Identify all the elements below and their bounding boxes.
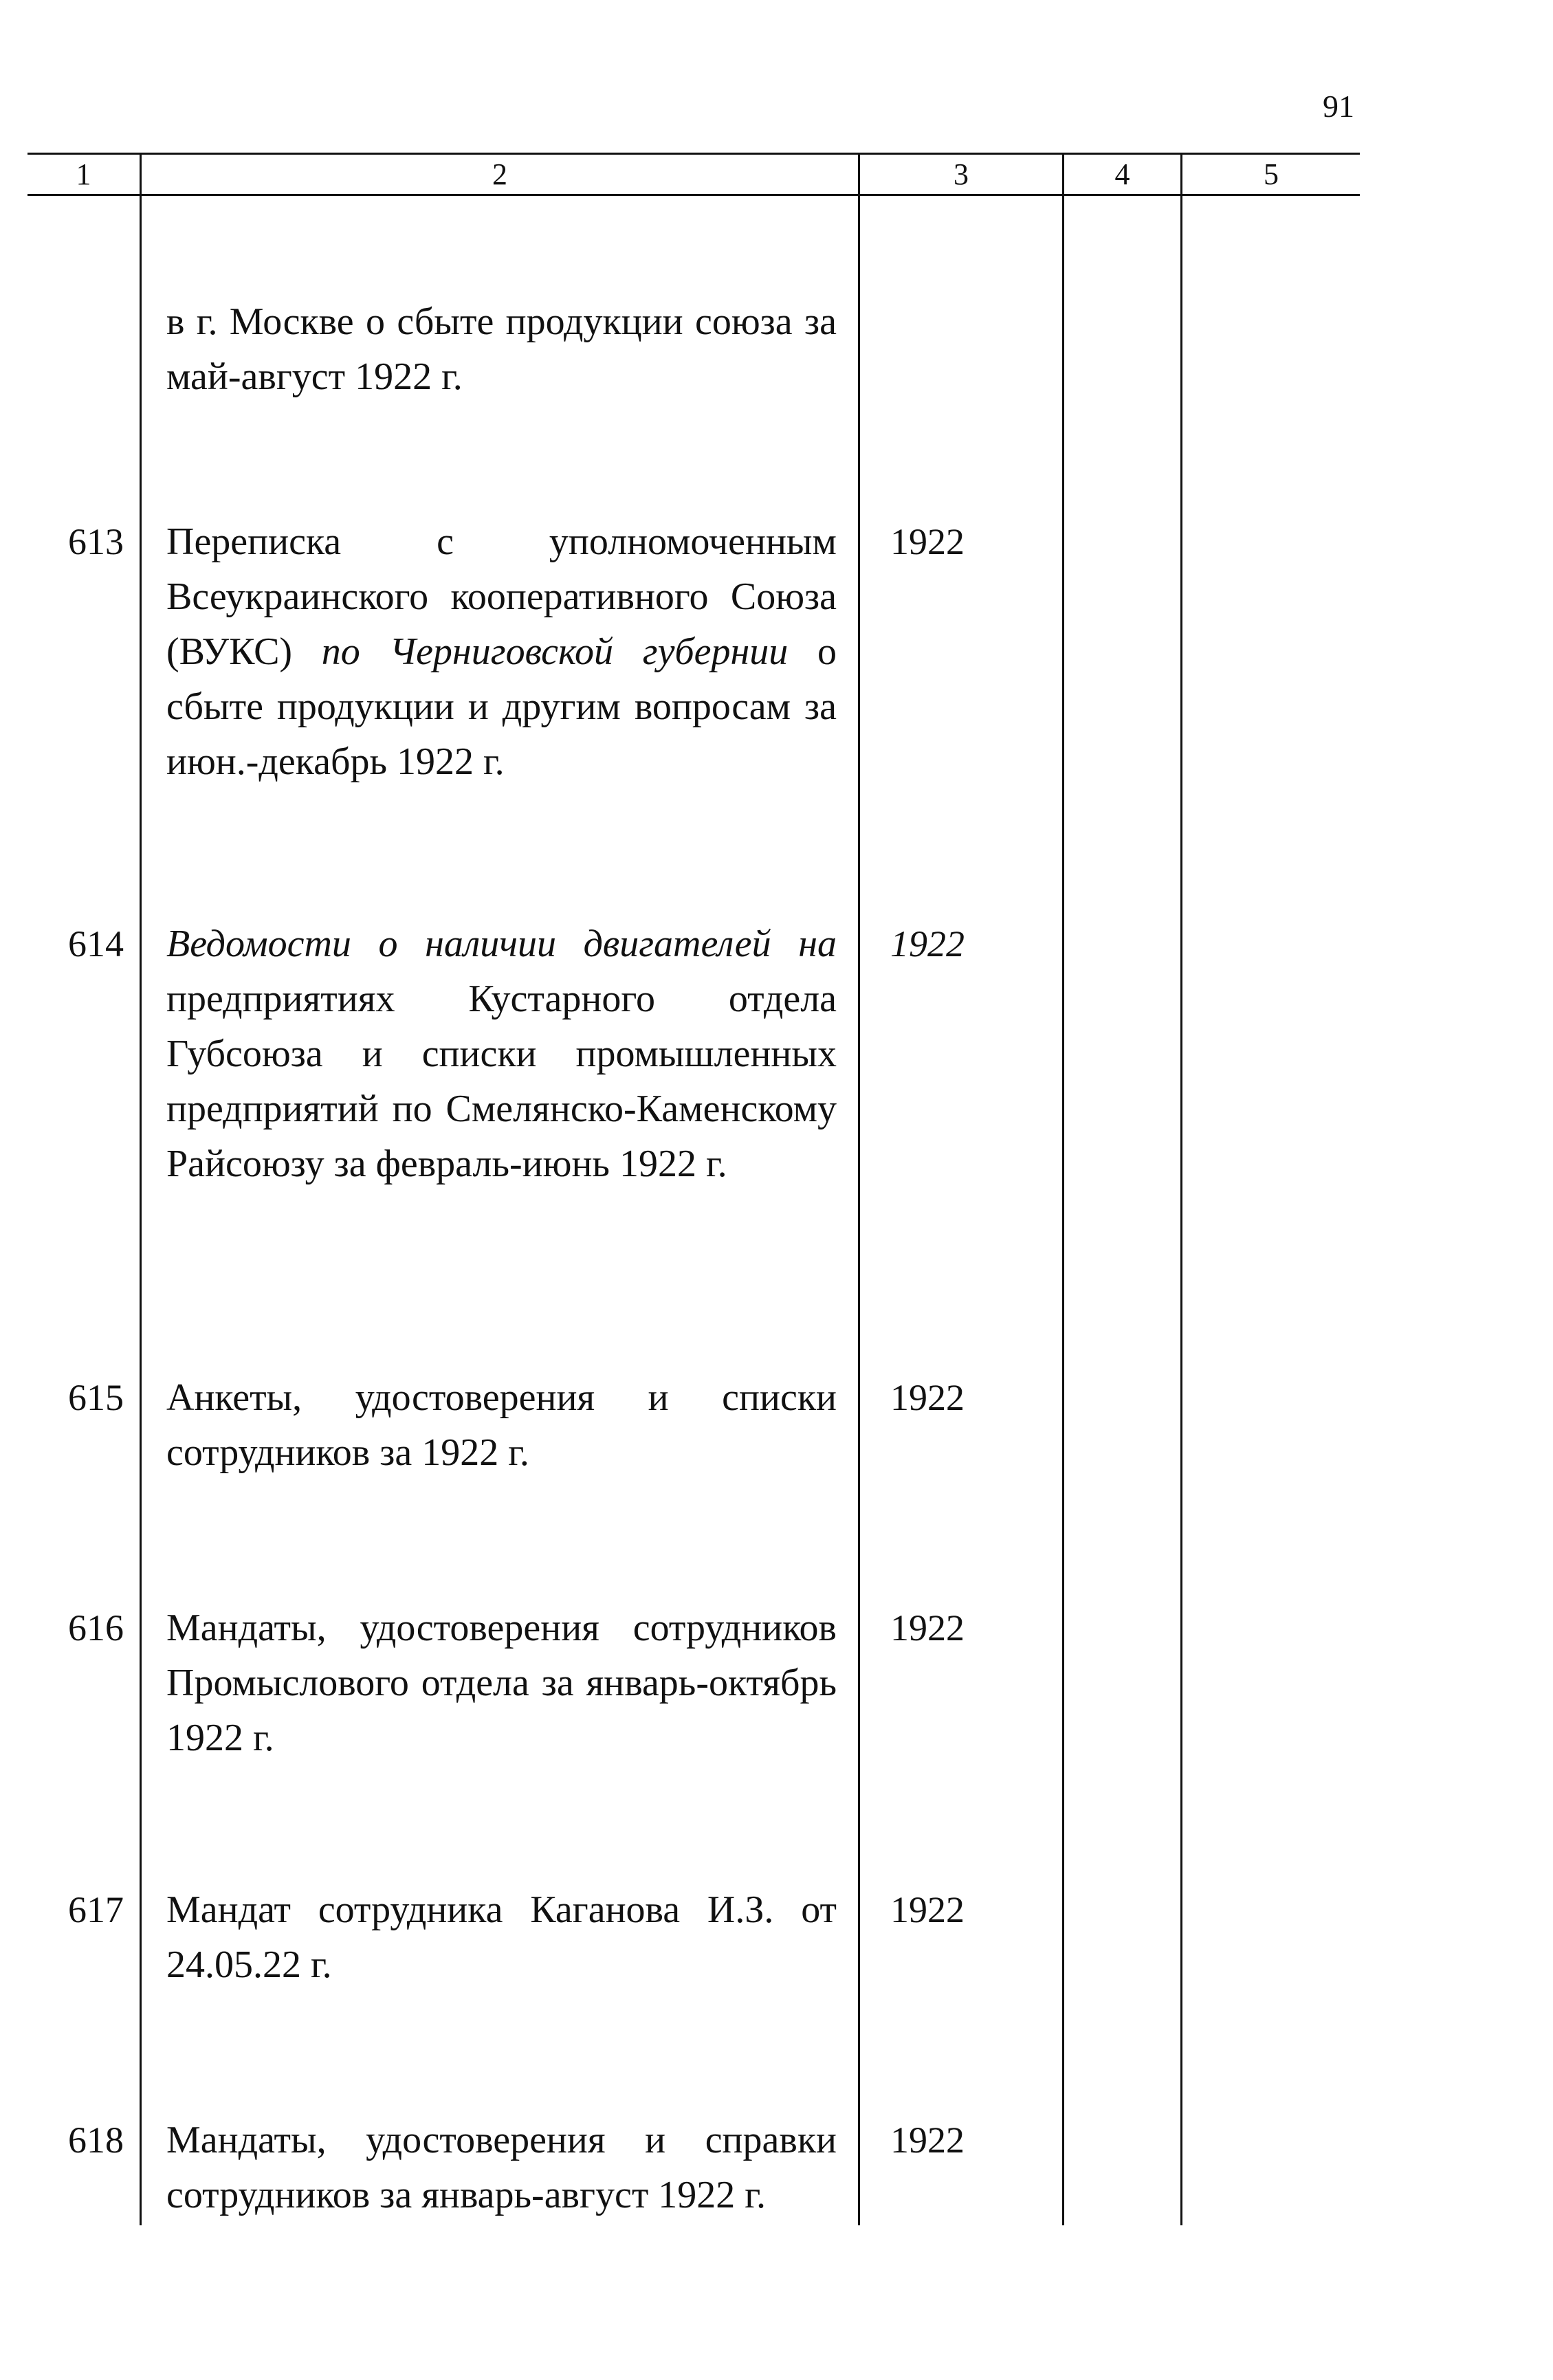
table-top-rule: [27, 153, 1360, 155]
row-description-615: Анкеты, удостоверения и списки сотрудников за 1922 г.: [166, 1376, 837, 1474]
column-divider-1: [140, 153, 142, 2225]
page-number: 91: [1323, 89, 1354, 124]
row-description-613: [166, 514, 837, 789]
column-divider-4: [1180, 153, 1182, 2225]
row-number-614: 614: [68, 923, 124, 965]
column-header-5: 5: [1264, 157, 1279, 191]
row-description-616: Мандаты, удостоверения сотрудников Промыслового отдела за январь-октябрь 1922 г.: [166, 1607, 837, 1759]
row-description-618: Мандаты, удостоверения и справки сотрудников за январь-август 1922 г.: [166, 2119, 837, 2216]
row-date-617: 1922: [890, 1889, 965, 1930]
row-date-616: 1922: [890, 1607, 965, 1649]
row-number-617: 617: [68, 1889, 124, 1930]
row-date-613: 1922: [890, 521, 965, 562]
continuation-description: в г. Москве о сбыте продукции союза за май-август 1922 г.: [166, 300, 837, 398]
desc-italic-text: по Черниговской губернии: [321, 630, 789, 673]
row-date-618: 1922: [890, 2119, 965, 2161]
desc-text: о сбыте продукции и другим вопросам за июн.-декабрь 1922 г.: [166, 630, 837, 783]
column-header-1: 1: [76, 157, 91, 191]
desc-text: предприятиях Кустарного отдела Губсоюза и списки промышленных предприятий по Смелянско-Каменскому Райсоюзу за февраль-июнь 1922 г.: [166, 978, 837, 1185]
row-description-617: Мандат сотрудника Каганова И.З. от 24.05.22 г.: [166, 1888, 837, 1986]
desc-text: Переписка с уполномоченным Всеукраинского кооперативного Союза (ВУКС): [166, 520, 837, 673]
row-number-618: 618: [68, 2119, 124, 2161]
row-number-615: 615: [68, 1377, 124, 1418]
column-header-4: 4: [1114, 157, 1130, 191]
row-number-613: 613: [68, 521, 124, 562]
row-date-615: 1922: [890, 1377, 965, 1418]
column-header-2: 2: [492, 157, 507, 191]
row-description-614: [166, 916, 837, 1191]
column-header-3: 3: [954, 157, 969, 191]
table-header-rule: [27, 194, 1360, 196]
column-divider-2: [858, 153, 860, 2225]
column-divider-3: [1062, 153, 1064, 2225]
row-date-614: 1922: [890, 923, 965, 965]
row-number-616: 616: [68, 1607, 124, 1649]
desc-italic-text: Ведомости о наличии двигателей на: [166, 923, 837, 965]
